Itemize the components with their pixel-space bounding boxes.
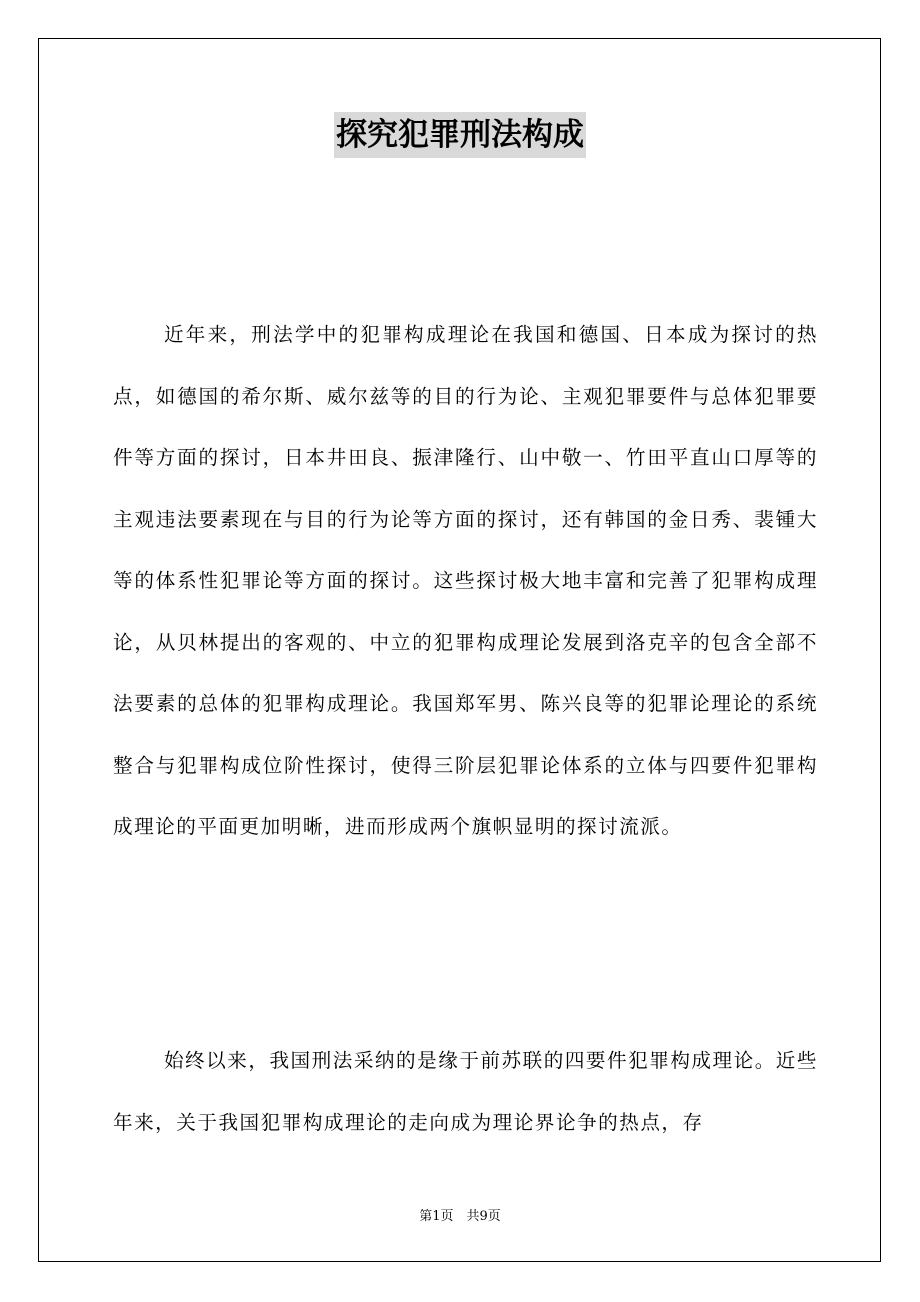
page-footer: 第1页 共9页 (419, 1209, 501, 1224)
paragraph-1: 近年来，刑法学中的犯罪构成理论在我国和德国、日本成为探讨的热点，如德国的希尔斯、威尔兹等的目的行为论、主观犯罪要件与总体犯罪要件等方面的探讨，日本井田良、振津隆行、山中敬一、竹田平直山口厚等的主观违法要素现在与目的行为论等方面的探讨，还有韩国的金日秀、裴锺大等的体系性犯罪论等方面的探讨。这些探讨极大地丰富和完善了犯罪构成理论，从贝林提出的客观的、中立的犯罪构成理论发展到洛克辛的包含全部不法要素的总体的犯罪构成理论。我国郑军男、陈兴良等的犯罪论理论的系统整合与犯罪构成位阶性探讨，使得三阶层犯罪论体系的立体与四要件犯罪构成理论的平面更加明晰，进而形成两个旗帜显明的探讨流派。 (113, 323, 818, 838)
document-title: 探究犯罪刑法构成 (334, 112, 586, 158)
paragraph-2: 始终以来，我国刑法采纳的是缘于前苏联的四要件犯罪构成理论。近些年来，关于我国犯罪构成理论的走向成为理论界论争的热点，存 (113, 1049, 818, 1134)
title-container (0, 112, 920, 158)
